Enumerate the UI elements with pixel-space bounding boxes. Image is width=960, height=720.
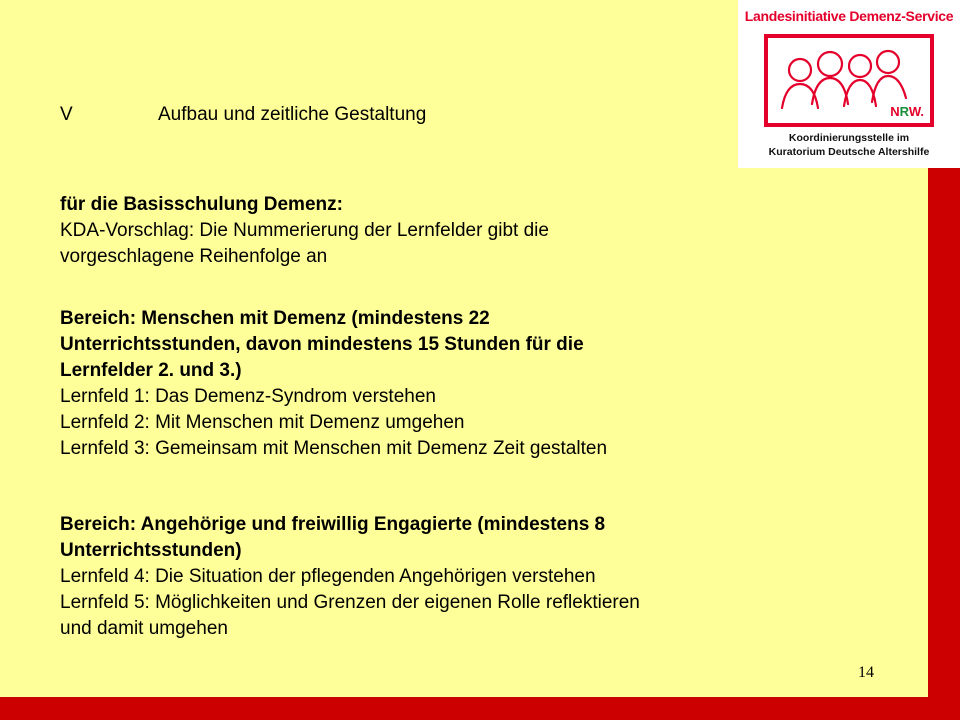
section-heading: Bereich: Menschen mit Demenz (mindestens 22 [60,308,490,329]
logo-subtitle: Koordinierungsstelle im Kuratorium Deutsche Altershilfe [768,132,930,158]
section-relatives [60,512,820,642]
section-dementia [60,306,820,462]
intro-paragraph [60,192,820,270]
section-heading: Bereich: Angehörige und freiwillig Engagierte (mindestens 8 [60,514,606,535]
bottom-accent-bar [0,697,960,720]
logo-nrw: NRW. [890,104,924,119]
list-item: Lernfeld 1: Das Demenz-Syndrom verstehen [60,386,436,407]
section-heading: Unterrichtsstunden) [60,540,242,561]
list-item: Lernfeld 2: Mit Menschen mit Demenz umgehen [60,412,465,433]
list-item: Lernfeld 4: Die Situation der pflegenden Angehörigen verstehen [60,566,596,587]
list-item: und damit umgehen [60,618,228,639]
intro-line: vorgeschlagene Reihenfolge an [60,246,328,267]
logo [738,0,960,168]
list-item: Lernfeld 5: Möglichkeiten und Grenzen der eigenen Rolle reflektieren [60,592,640,613]
section-heading: Lernfelder 2. und 3.) [60,360,242,381]
section-number: V [60,104,73,125]
intro-line: KDA-Vorschlag: Die Nummerierung der Lernfelder gibt die [60,220,549,241]
right-accent-bar [928,168,960,720]
section-title: Aufbau und zeitliche Gestaltung [158,104,427,125]
logo-title: Landesinitiative Demenz-Service [744,8,954,24]
page-number: 14 [858,664,874,681]
intro-subtitle: für die Basisschulung Demenz: [60,194,343,215]
logo-emblem [764,34,934,127]
page-title [60,104,426,126]
section-heading: Unterrichtsstunden, davon mindestens 15 Stunden für die [60,334,584,355]
list-item: Lernfeld 3: Gemeinsam mit Menschen mit Demenz Zeit gestalten [60,438,608,459]
